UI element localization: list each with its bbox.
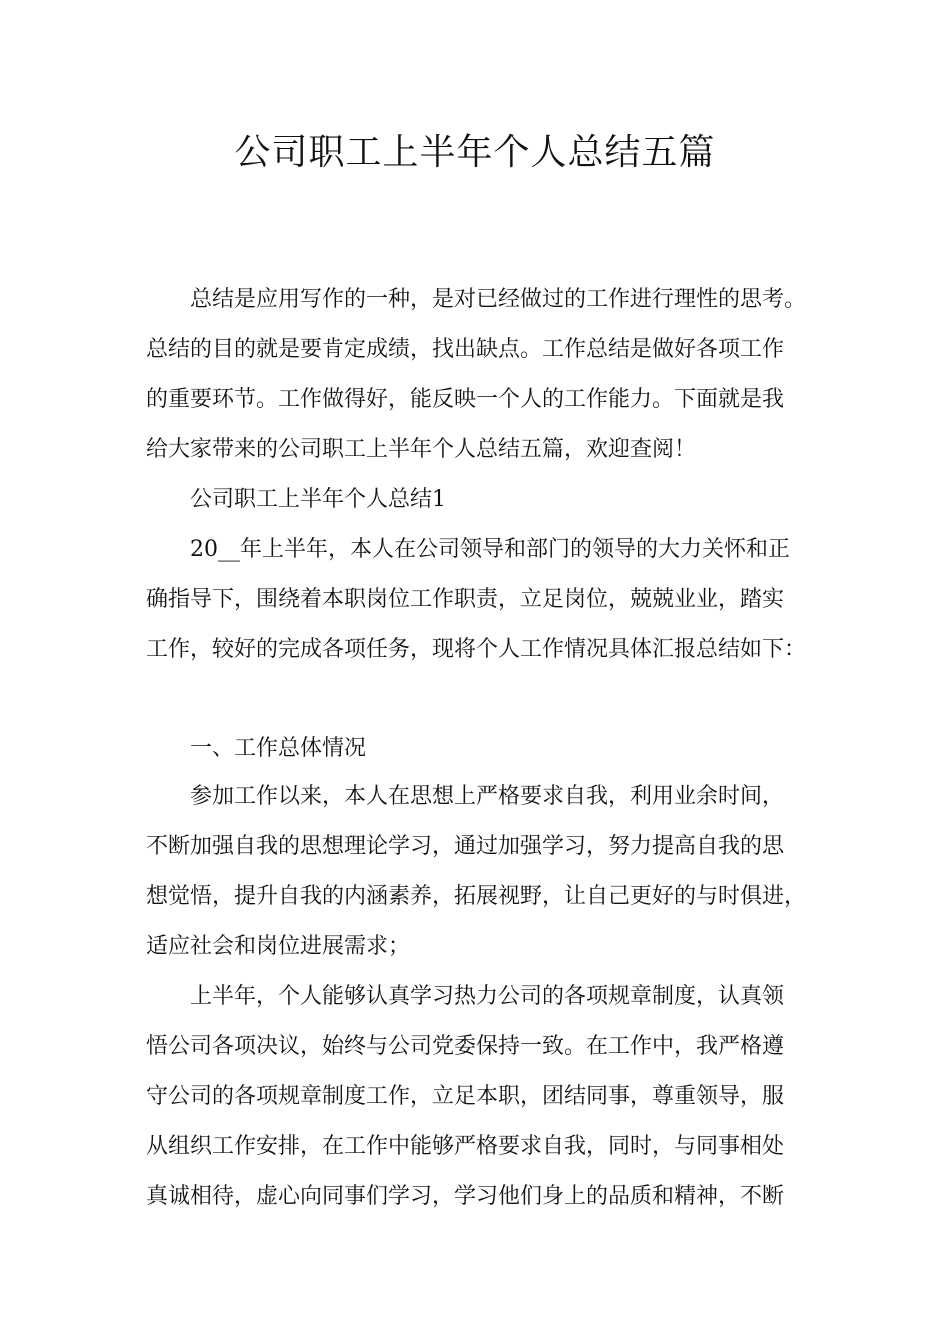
- paragraph-2-line-2: 不断加强自我的思想理论学习，通过加强学习，努力提高自我的思: [146, 834, 785, 859]
- paragraph-2-line-3: 想觉悟，提升自我的内涵素养，拓展视野，让自己更好的与时俱进，: [146, 884, 807, 909]
- paragraph-3-line-1: 上半年，个人能够认真学习热力公司的各项规章制度，认真领: [190, 984, 785, 1009]
- intro-line-4: 给大家带来的公司职工上半年个人总结五篇，欢迎查阅！: [146, 437, 697, 462]
- paragraph-1-line-1: 20__年上半年，本人在公司领导和部门的领导的大力关怀和正: [190, 537, 790, 562]
- paragraph-2-line-1: 参加工作以来，本人在思想上严格要求自我，利用业余时间，: [190, 784, 785, 809]
- document-title: 公司职工上半年个人总结五篇: [234, 132, 716, 173]
- paragraph-3-line-5: 真诚相待，虚心向同事们学习，学习他们身上的品质和精神，不断: [146, 1184, 785, 1209]
- paragraph-1-line-2: 确指导下，围绕着本职岗位工作职责，立足岗位，兢兢业业，踏实: [146, 587, 785, 612]
- paragraph-3-line-2: 悟公司各项决议，始终与公司党委保持一致。在工作中，我严格遵: [146, 1034, 785, 1059]
- section-heading-1: 公司职工上半年个人总结1: [190, 487, 446, 512]
- paragraph-3-line-4: 从组织工作安排，在工作中能够严格要求自我，同时，与同事相处: [146, 1134, 785, 1159]
- paragraph-1-line-3: 工作，较好的完成各项任务，现将个人工作情况具体汇报总结如下：: [146, 637, 807, 662]
- intro-line-3: 的重要环节。工作做得好，能反映一个人的工作能力。下面就是我: [146, 387, 785, 412]
- paragraph-2-line-4: 适应社会和岗位进展需求；: [146, 934, 411, 959]
- paragraph-3-line-3: 守公司的各项规章制度工作，立足本职，团结同事，尊重领导，服: [146, 1084, 785, 1109]
- intro-line-1: 总结是应用写作的一种，是对已经做过的工作进行理性的思考。: [190, 287, 807, 312]
- subheading-1: 一、工作总体情况: [190, 736, 367, 761]
- intro-line-2: 总结的目的就是要肯定成绩，找出缺点。工作总结是做好各项工作: [146, 337, 785, 362]
